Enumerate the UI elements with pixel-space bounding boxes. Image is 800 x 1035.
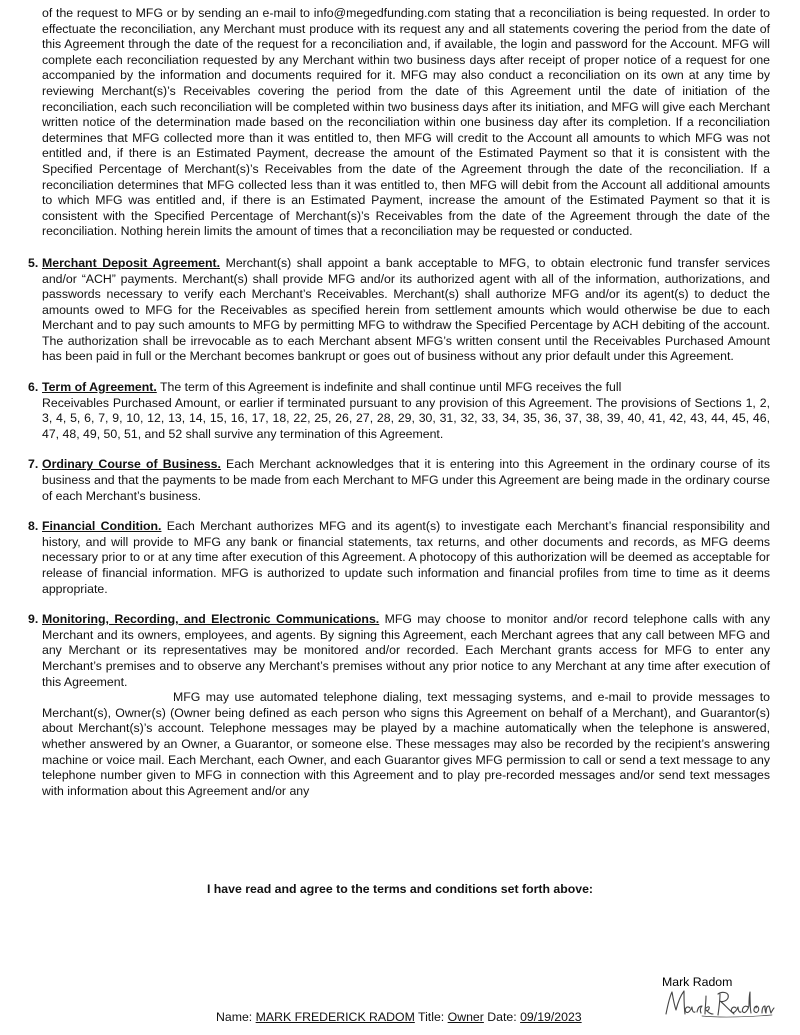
section-text-continued: MFG may use automated telephone dialing, text messaging systems, and e-mail to provide messages to Merchant(s), Owner(s) (Owner being defined as each person who signs this Agreement on behalf of a Merchant), and Guarantor(s) about Merchant(s)’s account. Telephone messages may be played by a machine automatically when the telephone is answered, whether answered by an Owner, a Guarantor, or someone else. These messages may also be recorded by the recipient’s answering machine or voice mail. Each Merchant, each Owner, and each Guarantor gives MFG permission to call or send a text message to any telephone number given to MFG in connection with this Agreement and to play pre-recorded messages and/or send text messages with information about this Agreement and/or any: [42, 690, 770, 798]
handwritten-signature: [662, 975, 776, 1020]
section-number: 8.: [28, 519, 39, 534]
signature-text: Mark Radom: [662, 975, 733, 989]
section-5: [0, 256, 800, 365]
signer-title: Owner: [447, 1010, 484, 1024]
section-body: [42, 612, 770, 690]
agreement-statement: I have read and agree to the terms and conditions set forth above:: [206, 882, 594, 896]
section-body-first-line: [42, 380, 770, 396]
section-7: [0, 457, 800, 504]
section-number: 7.: [28, 457, 39, 472]
signer-name: MARK FREDERICK RADOM: [255, 1010, 415, 1024]
section-6: [0, 380, 800, 442]
section-body: [42, 519, 770, 597]
signature-line: [216, 1010, 582, 1026]
section-heading: Financial Condition.: [42, 519, 162, 534]
name-label: Name:: [216, 1010, 256, 1024]
section-text: MFG may choose to monitor and/or record telephone calls with any Merchant and its owners, employees, and agents. By signing this Agreement, each Merchant agrees that any call between MFG and any Merchant or its representatives may be monitored and/or recorded. Each Merchant grants access for MFG to enter any Merchant’s premises and to observe any Merchant’s premises without any prior notice to any Merchant at any time after execution of this Agreement.: [42, 612, 770, 689]
section-heading: Monitoring, Recording, and Electronic Communications.: [42, 612, 380, 627]
section-heading: Term of Agreement.: [42, 380, 157, 395]
section-number: 6.: [28, 380, 39, 395]
intro-paragraph: of the request to MFG or by sending an e-mail to info@megedfunding.com stating that a reconciliation is being requested. In order to effectuate the reconciliation, any Merchant must produce with its request any and all statements covering the period from the date of this Agreement through the date of the request for a reconciliation and, if available, the login and password for the Account. MFG will complete each reconciliation requested by any Merchant within two business days after receipt of proper notice of a request for one accompanied by the information and documents required for it. MFG may also conduct a reconciliation on its own at any time by reviewing Merchant(s)’s Receivables covering the period from the date of this Agreement until the date of initiation of the reconciliation, each such reconciliation will be completed within two business days after its initiation, and MFG will give each Merchant written notice of the determination made based on the reconciliation within one business day after its completion. If a reconciliation determines that MFG collected more than it was entitled to, then MFG will credit to the Account all amounts to which MFG was not entitled and, if there is an Estimated Payment, decrease the amount of the Estimated Payment so that it is consistent with the Specified Percentage of Merchant(s)’s Receivables from the date of the Agreement through the date of the reconciliation. If a reconciliation determines that MFG collected less than it was entitled to, then MFG will debit from the Account all additional amounts to which MFG was entitled and, if there is an Estimated Payment, increase the amount of the Estimated Payment so that it is consistent with the Specified Percentage of Merchant(s)’s Receivables from the date of the Agreement through the date of the reconciliation. Nothing herein limits the amount of times that a reconciliation may be requested or conducted.: [42, 6, 770, 239]
section-8: [0, 519, 800, 597]
title-label: Title:: [414, 1010, 448, 1024]
section-text: Each Merchant acknowledges that it is entering into this Agreement in the ordinary course of its business and that the payments to be made from each Merchant to MFG under this Agreement are being made in the ordinary course of each Merchant’s business.: [42, 457, 770, 503]
date-label: Date:: [483, 1010, 521, 1024]
section-9: [0, 612, 800, 799]
signed-date: 09/19/2023: [520, 1010, 582, 1024]
section-text: Each Merchant authorizes MFG and its agent(s) to investigate each Merchant’s financial responsibility and history, and will provide to MFG any bank or financial statements, tax returns, and other documents and records, as MFG deems necessary prior to or at any time after execution of this Agreement. A photocopy of this authorization will be deemed as acceptable for release of financial information. MFG is authorized to update such information and financial profiles from time to time as it deems appropriate.: [42, 519, 770, 596]
document-page: [0, 6, 800, 799]
section-body: [42, 256, 770, 365]
section-heading: Ordinary Course of Business.: [42, 457, 221, 472]
section-text: Receivables Purchased Amount, or earlier if terminated pursuant to any provision of this Agreement. The provisions of Sections 1, 2, 3, 4, 5, 6, 7, 9, 10, 12, 13, 14, 15, 16, 17, 18, 22, 25, 26, 27, 28, 29, 30, 31, 32, 33, 34, 35, 36, 37, 38, 39, 40, 41, 42, 43, 44, 45, 46, 47, 48, 49, 50, 51, and 52 shall survive any termination of this Agreement.: [42, 395, 770, 441]
section-number: 9.: [28, 612, 39, 627]
section-body: [42, 457, 770, 504]
section-number: 5.: [28, 255, 39, 270]
section-text: Merchant(s) shall appoint a bank acceptable to MFG, to obtain electronic fund transfer services and/or “ACH” payments. Merchant(s) shall provide MFG and/or its authorized agent with all of the information, authorizations, and passwords necessary to verify each Merchant’s Receivables. Merchant(s) shall authorize MFG and/or its agent(s) to deduct the amounts owed to MFG for the Receivables as specified herein from settlement amounts which would otherwise be due to each Merchant and to pay such amounts to MFG by permitting MFG to withdraw the Specified Percentage by ACH debiting of the account. The authorization shall be irrevocable as to each Merchant absent MFG’s written consent until the Receivables Purchased Amount has been paid in full or the Merchant becomes bankrupt or goes out of business without any prior default under this Agreement.: [42, 255, 770, 364]
section-text-first: The term of this Agreement is indefinite and shall continue until MFG receives the full: [156, 380, 622, 395]
section-heading: Merchant Deposit Agreement.: [42, 255, 221, 270]
